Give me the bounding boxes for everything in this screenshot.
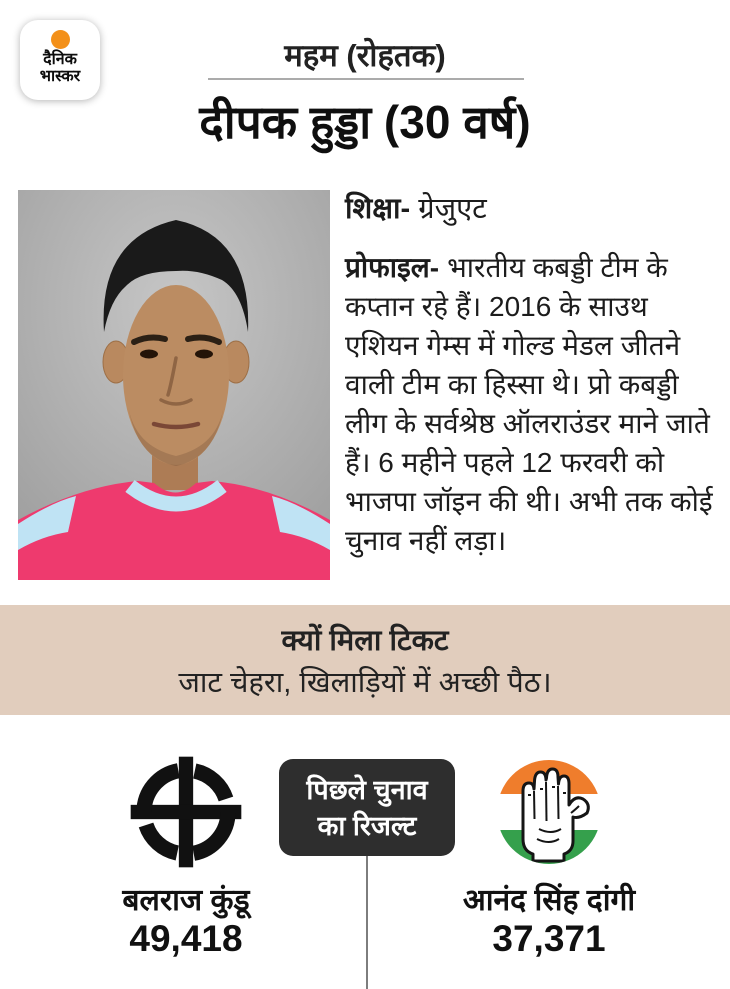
candidate-name-heading: दीपक हुड्डा (30 वर्ष) [199,96,531,148]
left-candidate-votes: 49,418 [129,918,243,959]
right-candidate-name: आनंद सिंह दांगी [462,884,636,917]
logo-text-line1: दैनिक [43,51,77,68]
result-badge-line1: पिछले चुनाव [306,774,428,805]
ticket-reason-title: क्यों मिला टिकट [281,625,449,657]
profile-paragraph [345,248,727,560]
education-line [345,188,725,227]
left-candidate-symbol-icon [124,750,248,874]
ticket-reason-text: जाट चेहरा, खिलाड़ियों में अच्छी पैठ। [178,667,552,699]
previous-result-badge [279,759,455,856]
education-value: ग्रेजुएट [418,193,487,225]
logo-text-line2: भास्कर [39,68,81,85]
profile-text: भारतीय कबड्डी टीम के कप्तान रहे हैं। 2016 के साउथ एशियन गेम्स में गोल्ड मेडल जीतने वाली टीम का हिस्सा थे। प्रो कबड्डी लीग के सर्वश्रेष्ठ ऑलराउंडर माने जाते हैं। 6 महीने पहले 12 फरवरी को भाजपा जॉइन की थी। अभी तक कोई चुनाव नहीं लड़ा। [345,252,713,556]
result-divider-line [366,856,368,989]
candidate-photo [18,190,330,580]
left-candidate-name: बलराज कुंडू [122,884,250,917]
profile-label: प्रोफाइल- [345,252,440,283]
result-badge-line2: का रिजल्ट [317,810,417,841]
ticket-reason-strip [0,605,730,715]
congress-hand-symbol-icon [487,750,611,874]
constituency-title: महम (रोहतक) [284,38,446,73]
right-candidate-votes: 37,371 [492,918,606,959]
title-underline [208,78,524,80]
education-label: शिक्षा- [345,193,411,225]
